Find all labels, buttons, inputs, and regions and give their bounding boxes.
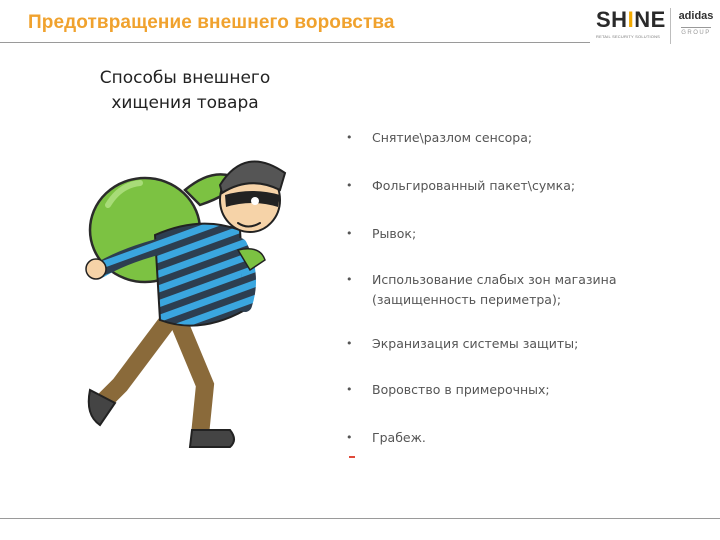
shine-word-end: NE (634, 7, 666, 32)
bullet-marker: • (346, 179, 353, 192)
bullet-marker: • (346, 431, 353, 444)
bullet-marker: • (346, 227, 353, 240)
shine-word-start: SH (596, 7, 628, 32)
shine-logo (596, 8, 666, 46)
bullet-marker: • (346, 131, 353, 144)
page-title: Предотвращение внешнего воровства (28, 12, 395, 33)
list-item-text: Воровство в примерочных; (372, 382, 550, 397)
list-item-text: Фольгированный пакет\сумка; (372, 178, 576, 193)
list-item-text: Рывок; (372, 226, 417, 241)
bullet-marker: • (346, 383, 353, 396)
adidas-wordmark: adidas (678, 10, 714, 22)
section-title-line1: Способы внешнего (99, 68, 271, 88)
section-title-line2: хищения товара (111, 93, 259, 113)
header-divider (0, 42, 590, 43)
shine-wordmark (596, 8, 666, 32)
shine-tagline: RETAIL SECURITY SOLUTIONS (596, 34, 661, 39)
logo-divider (670, 8, 671, 44)
shine-word-accent: I (627, 7, 635, 32)
footer-divider (0, 518, 720, 519)
bullet-marker: • (346, 337, 353, 350)
adidas-group-label: GROUP (681, 30, 711, 36)
adidas-logo (676, 10, 716, 36)
list-item-text: Снятие\разлом сенсора; (372, 130, 533, 145)
bullet-marker: • (346, 273, 353, 286)
list-item-line2: (защищенность периметра); (372, 292, 562, 307)
list-item-text (372, 270, 642, 310)
section-title (60, 66, 310, 116)
adidas-rule (681, 27, 711, 28)
front-shoe (190, 430, 234, 447)
red-dash-mark (349, 456, 355, 458)
eye (251, 197, 259, 205)
back-leg (105, 325, 165, 400)
front-leg (180, 325, 205, 435)
list-item-text: Грабеж. (372, 430, 426, 445)
list-item-line1: Использование слабых зон магазина (372, 272, 617, 287)
list-item-text: Экранизация системы защиты; (372, 336, 579, 351)
thief-with-sack-icon (80, 135, 310, 465)
left-hand (86, 259, 106, 279)
